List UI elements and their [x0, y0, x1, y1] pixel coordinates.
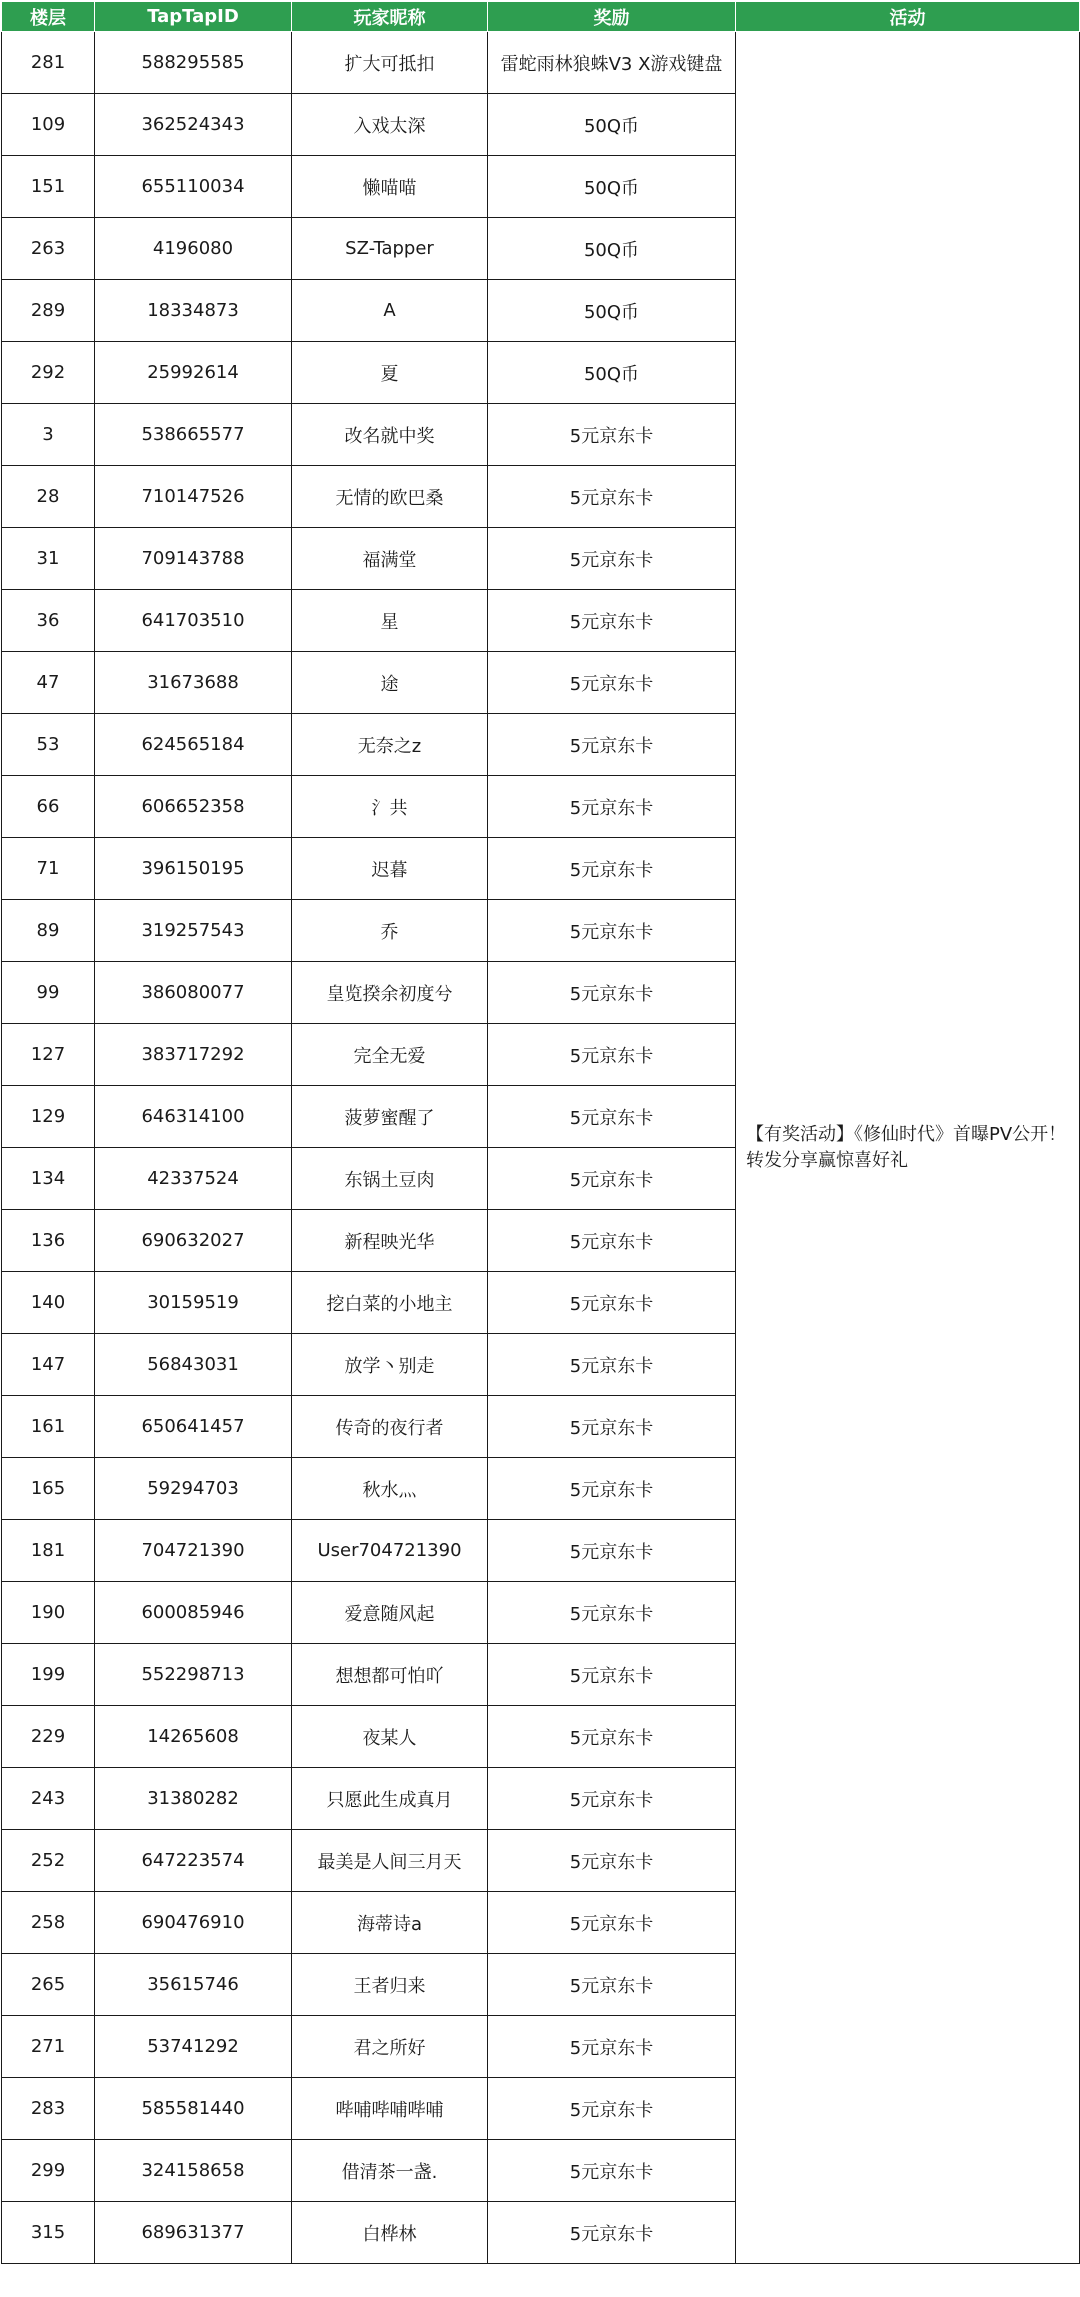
- prize-cell: 雷蛇雨林狼蛛V3 X游戏键盘: [488, 32, 736, 94]
- nickname-cell: A: [292, 280, 488, 342]
- taptap-id-cell: 386080077: [95, 962, 292, 1024]
- nickname-cell: 哔哺哔哺哔哺: [292, 2078, 488, 2140]
- taptap-id-cell: 42337524: [95, 1148, 292, 1210]
- taptap-id-cell: 35615746: [95, 1954, 292, 2016]
- nickname-cell: 皇览揆余初度兮: [292, 962, 488, 1024]
- prize-cell: 5元京东卡: [488, 714, 736, 776]
- nickname-cell: 白桦林: [292, 2202, 488, 2264]
- floor-cell: 281: [2, 32, 95, 94]
- taptap-id-cell: 646314100: [95, 1086, 292, 1148]
- floor-cell: 265: [2, 1954, 95, 2016]
- prize-cell: 5元京东卡: [488, 528, 736, 590]
- prize-cell: 5元京东卡: [488, 1024, 736, 1086]
- taptap-id-cell: 710147526: [95, 466, 292, 528]
- prize-cell: 5元京东卡: [488, 1334, 736, 1396]
- floor-cell: 161: [2, 1396, 95, 1458]
- taptap-id-cell: 647223574: [95, 1830, 292, 1892]
- nickname-cell: 扩大可抵扣: [292, 32, 488, 94]
- floor-cell: 299: [2, 2140, 95, 2202]
- nickname-cell: 最美是人间三月天: [292, 1830, 488, 1892]
- prize-cell: 5元京东卡: [488, 1954, 736, 2016]
- floor-cell: 151: [2, 156, 95, 218]
- floor-cell: 28: [2, 466, 95, 528]
- taptap-id-cell: 704721390: [95, 1520, 292, 1582]
- floor-cell: 283: [2, 2078, 95, 2140]
- taptap-id-cell: 690632027: [95, 1210, 292, 1272]
- prize-cell: 5元京东卡: [488, 1148, 736, 1210]
- nickname-cell: 福满堂: [292, 528, 488, 590]
- floor-cell: 263: [2, 218, 95, 280]
- floor-cell: 271: [2, 2016, 95, 2078]
- taptap-id-cell: 709143788: [95, 528, 292, 590]
- prize-cell: 5元京东卡: [488, 2140, 736, 2202]
- floor-cell: 3: [2, 404, 95, 466]
- nickname-cell: User704721390: [292, 1520, 488, 1582]
- taptap-id-cell: 362524343: [95, 94, 292, 156]
- prize-cell: 5元京东卡: [488, 1086, 736, 1148]
- floor-cell: 229: [2, 1706, 95, 1768]
- nickname-cell: 菠萝蜜醒了: [292, 1086, 488, 1148]
- floor-cell: 292: [2, 342, 95, 404]
- nickname-cell: 夏: [292, 342, 488, 404]
- prize-cell: 50Q币: [488, 342, 736, 404]
- taptap-id-cell: 4196080: [95, 218, 292, 280]
- nickname-cell: 迟暮: [292, 838, 488, 900]
- floor-cell: 134: [2, 1148, 95, 1210]
- nickname-cell: 无奈之z: [292, 714, 488, 776]
- floor-cell: 71: [2, 838, 95, 900]
- nickname-cell: 改名就中奖: [292, 404, 488, 466]
- nickname-cell: 夜某人: [292, 1706, 488, 1768]
- taptap-id-cell: 588295585: [95, 32, 292, 94]
- nickname-cell: 懒喵喵: [292, 156, 488, 218]
- taptap-id-cell: 14265608: [95, 1706, 292, 1768]
- header-row: [2, 2, 1080, 32]
- nickname-cell: 海蒂诗a: [292, 1892, 488, 1954]
- taptap-id-cell: 56843031: [95, 1334, 292, 1396]
- floor-cell: 89: [2, 900, 95, 962]
- taptap-id-cell: 552298713: [95, 1644, 292, 1706]
- floor-cell: 47: [2, 652, 95, 714]
- nickname-cell: 入戏太深: [292, 94, 488, 156]
- taptap-id-cell: 538665577: [95, 404, 292, 466]
- floor-cell: 36: [2, 590, 95, 652]
- prize-cell: 50Q币: [488, 218, 736, 280]
- header-floor: 楼层: [2, 2, 95, 32]
- taptap-id-cell: 600085946: [95, 1582, 292, 1644]
- taptap-id-cell: 689631377: [95, 2202, 292, 2264]
- taptap-id-cell: 396150195: [95, 838, 292, 900]
- taptap-id-cell: 31380282: [95, 1768, 292, 1830]
- taptap-id-cell: 25992614: [95, 342, 292, 404]
- nickname-cell: 只愿此生成真月: [292, 1768, 488, 1830]
- prize-cell: 5元京东卡: [488, 652, 736, 714]
- activity-cell: 【有奖活动】《修仙时代》首曝PV公开！转发分享赢惊喜好礼: [736, 32, 1080, 2264]
- taptap-id-cell: 18334873: [95, 280, 292, 342]
- prize-cell: 5元京东卡: [488, 1520, 736, 1582]
- taptap-id-cell: 624565184: [95, 714, 292, 776]
- prize-cell: 5元京东卡: [488, 1396, 736, 1458]
- prize-cell: 5元京东卡: [488, 2016, 736, 2078]
- floor-cell: 127: [2, 1024, 95, 1086]
- prize-cell: 50Q币: [488, 280, 736, 342]
- taptap-id-cell: 31673688: [95, 652, 292, 714]
- nickname-cell: SZ-Tapper: [292, 218, 488, 280]
- taptap-id-cell: 585581440: [95, 2078, 292, 2140]
- header-prize: 奖励: [488, 2, 736, 32]
- prize-cell: 5元京东卡: [488, 1892, 736, 1954]
- prize-cell: 5元京东卡: [488, 1706, 736, 1768]
- prize-cell: 5元京东卡: [488, 2202, 736, 2264]
- nickname-cell: 想想都可怕吖: [292, 1644, 488, 1706]
- taptap-id-cell: 30159519: [95, 1272, 292, 1334]
- prize-cell: 5元京东卡: [488, 466, 736, 528]
- prize-cell: 5元京东卡: [488, 900, 736, 962]
- floor-cell: 99: [2, 962, 95, 1024]
- prize-cell: 5元京东卡: [488, 590, 736, 652]
- prize-cell: 50Q币: [488, 94, 736, 156]
- nickname-cell: 借清茶一盏.: [292, 2140, 488, 2202]
- prize-cell: 5元京东卡: [488, 1582, 736, 1644]
- taptap-id-cell: 324158658: [95, 2140, 292, 2202]
- floor-cell: 129: [2, 1086, 95, 1148]
- header-activity: 活动: [736, 2, 1080, 32]
- floor-cell: 252: [2, 1830, 95, 1892]
- taptap-id-cell: 650641457: [95, 1396, 292, 1458]
- prize-cell: 5元京东卡: [488, 2078, 736, 2140]
- taptap-id-cell: 319257543: [95, 900, 292, 962]
- nickname-cell: 王者归来: [292, 1954, 488, 2016]
- nickname-cell: 完全无爱: [292, 1024, 488, 1086]
- prize-cell: 5元京东卡: [488, 1272, 736, 1334]
- prize-cell: 5元京东卡: [488, 404, 736, 466]
- floor-cell: 31: [2, 528, 95, 590]
- floor-cell: 109: [2, 94, 95, 156]
- nickname-cell: 秋水灬: [292, 1458, 488, 1520]
- prize-cell: 5元京东卡: [488, 1768, 736, 1830]
- floor-cell: 66: [2, 776, 95, 838]
- nickname-cell: 无情的欧巴桑: [292, 466, 488, 528]
- floor-cell: 147: [2, 1334, 95, 1396]
- nickname-cell: 途: [292, 652, 488, 714]
- prize-cell: 5元京东卡: [488, 776, 736, 838]
- prize-cell: 5元京东卡: [488, 962, 736, 1024]
- prize-cell: 50Q币: [488, 156, 736, 218]
- floor-cell: 136: [2, 1210, 95, 1272]
- nickname-cell: 挖白菜的小地主: [292, 1272, 488, 1334]
- header-nickname: 玩家昵称: [292, 2, 488, 32]
- nickname-cell: 君之所好: [292, 2016, 488, 2078]
- taptap-id-cell: 383717292: [95, 1024, 292, 1086]
- nickname-cell: 星: [292, 590, 488, 652]
- table-body: [2, 32, 1080, 2264]
- prize-cell: 5元京东卡: [488, 1210, 736, 1272]
- nickname-cell: 爱意随风起: [292, 1582, 488, 1644]
- prize-cell: 5元京东卡: [488, 1458, 736, 1520]
- floor-cell: 165: [2, 1458, 95, 1520]
- floor-cell: 258: [2, 1892, 95, 1954]
- taptap-id-cell: 59294703: [95, 1458, 292, 1520]
- floor-cell: 190: [2, 1582, 95, 1644]
- prize-cell: 5元京东卡: [488, 1644, 736, 1706]
- nickname-cell: 东锅土豆肉: [292, 1148, 488, 1210]
- floor-cell: 181: [2, 1520, 95, 1582]
- nickname-cell: 传奇的夜行者: [292, 1396, 488, 1458]
- taptap-id-cell: 655110034: [95, 156, 292, 218]
- floor-cell: 289: [2, 280, 95, 342]
- floor-cell: 53: [2, 714, 95, 776]
- prize-cell: 5元京东卡: [488, 838, 736, 900]
- prize-cell: 5元京东卡: [488, 1830, 736, 1892]
- floor-cell: 140: [2, 1272, 95, 1334]
- nickname-cell: 氵共: [292, 776, 488, 838]
- nickname-cell: 放学丶别走: [292, 1334, 488, 1396]
- winners-table: [1, 1, 1080, 2264]
- nickname-cell: 乔: [292, 900, 488, 962]
- floor-cell: 243: [2, 1768, 95, 1830]
- header-taptap-id: TapTapID: [95, 2, 292, 32]
- floor-cell: 315: [2, 2202, 95, 2264]
- taptap-id-cell: 641703510: [95, 590, 292, 652]
- nickname-cell: 新程映光华: [292, 1210, 488, 1272]
- taptap-id-cell: 606652358: [95, 776, 292, 838]
- table-row: [2, 32, 1080, 94]
- taptap-id-cell: 690476910: [95, 1892, 292, 1954]
- floor-cell: 199: [2, 1644, 95, 1706]
- taptap-id-cell: 53741292: [95, 2016, 292, 2078]
